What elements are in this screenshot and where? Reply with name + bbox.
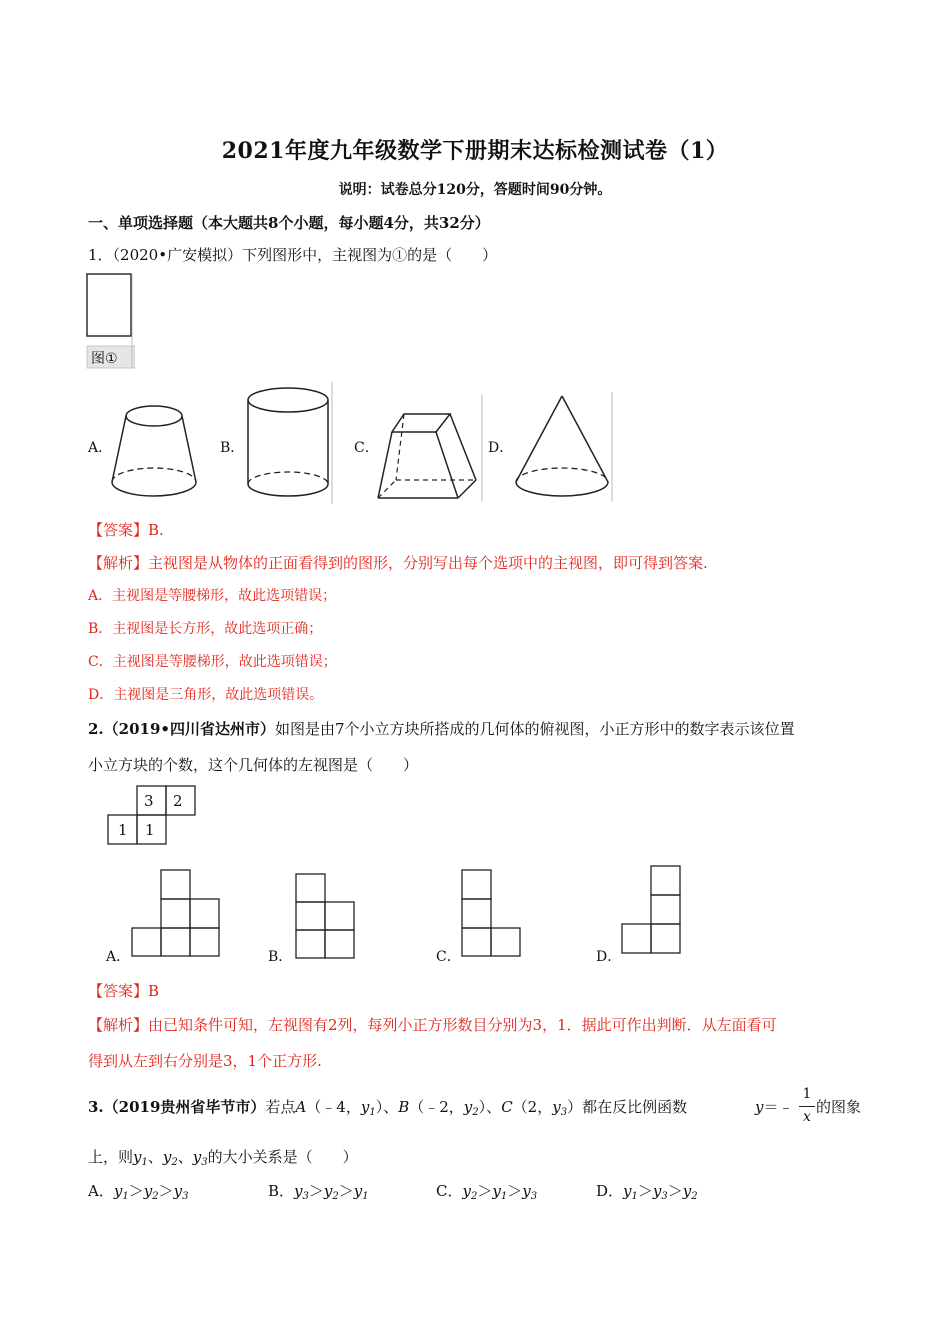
q2-option-a: A． xyxy=(106,949,131,965)
q1-line-a: A．主视图是等腰梯形，故此选项错误； xyxy=(88,588,337,604)
frustum-icon xyxy=(106,396,202,506)
var-y: y xyxy=(192,1148,202,1166)
cell-number: 3 xyxy=(144,792,154,810)
q3-option-a xyxy=(88,1180,188,1202)
subscript: 2 xyxy=(332,1191,339,1202)
q1-stem: 1．（2020•广安模拟）下列图形中，主视图为①的是（ ） xyxy=(88,246,498,264)
q2-stem-text: 如图是由7个小立方块所搭成的几何体的俯视图，小正方形中的数字表示该位置 xyxy=(275,720,795,738)
fraction-denominator: x xyxy=(803,1109,811,1125)
subscript: 2 xyxy=(152,1191,159,1202)
paren: ） xyxy=(375,1098,384,1116)
gt: ＞ xyxy=(308,1182,324,1200)
q2-option-b: B． xyxy=(268,949,293,965)
analysis-tag: 【解析】 xyxy=(88,1016,149,1034)
var-y: y xyxy=(463,1098,473,1116)
q3-stem-line1 xyxy=(88,1096,687,1118)
paren: ） xyxy=(567,1098,583,1116)
var-y: y xyxy=(552,1098,561,1116)
analysis-text: 主视图是从物体的正面看得到的图形，分别写出每个选项中的主视图，即可得到答案. xyxy=(148,554,708,572)
gt: ＞ xyxy=(128,1182,144,1200)
option-label: D． xyxy=(596,1182,624,1200)
cell-number: 1 xyxy=(145,821,155,839)
subscript: 2 xyxy=(691,1191,698,1202)
sep: 、 xyxy=(147,1148,163,1166)
coord-c: （2， xyxy=(512,1098,553,1116)
page-title: 2021年度九年级数学下册期末达标检测试卷（1） xyxy=(221,138,729,164)
var-y: y xyxy=(623,1182,632,1200)
q1-option-d: D． xyxy=(488,440,514,456)
subscript: 1 xyxy=(500,1191,508,1202)
var-y: y xyxy=(360,1098,370,1116)
point-c: C xyxy=(501,1098,513,1116)
subscript: 1 xyxy=(362,1191,369,1202)
q2-figure-c xyxy=(460,868,524,962)
var-y: y xyxy=(682,1182,692,1200)
eq-sign: ＝﹣ xyxy=(763,1098,794,1116)
q2-analysis-line1 xyxy=(88,1014,777,1035)
q2-figure-d xyxy=(620,864,684,960)
sep: 、 xyxy=(383,1098,399,1116)
var-y: y xyxy=(522,1182,531,1200)
block-view-a-icon xyxy=(130,868,222,958)
gt: ＞ xyxy=(338,1182,354,1200)
q2-stem-line2: 小立方块的个数，这个几何体的左视图是（ ） xyxy=(88,756,419,774)
frustum-figure xyxy=(106,396,202,510)
exam-note: 说明：试卷总分120分，答题时间90分钟。 xyxy=(338,182,612,198)
subscript: 1 xyxy=(631,1191,638,1202)
var-y: y xyxy=(113,1182,123,1200)
q3-graph-text: 的图象 xyxy=(816,1098,862,1116)
var-y: y xyxy=(492,1182,501,1200)
q1-line-d: D．主视图是三角形，故此选项错误。 xyxy=(88,687,324,703)
q3-function xyxy=(755,1096,794,1117)
trapezoid-prism-icon xyxy=(374,392,486,504)
q1-answer: 【答案】B. xyxy=(88,521,164,539)
subscript: 1 xyxy=(369,1107,376,1118)
var-y: y xyxy=(143,1182,153,1200)
frustum-prism-figure xyxy=(374,392,486,508)
cell-number: 1 xyxy=(118,821,128,839)
var-y: y xyxy=(462,1182,471,1200)
cylinder-icon xyxy=(240,380,336,506)
paren: ） xyxy=(478,1098,487,1116)
q1-analysis xyxy=(88,552,708,573)
var-y: y xyxy=(652,1182,662,1200)
gt: ＞ xyxy=(637,1182,653,1200)
block-view-c-icon xyxy=(460,868,524,958)
subscript: 3 xyxy=(560,1107,568,1118)
q2-stem-line1 xyxy=(88,718,795,739)
coord-a: （﹣4， xyxy=(306,1098,361,1116)
stem-text: 的大小关系是（ ） xyxy=(207,1148,358,1166)
subscript: 2 xyxy=(171,1157,178,1168)
subscript: 2 xyxy=(472,1107,479,1118)
fraction-numerator: 1 xyxy=(802,1086,812,1102)
q2-figure-a xyxy=(130,868,222,962)
q3-number: 3. xyxy=(88,1098,104,1116)
var-y: y xyxy=(353,1182,363,1200)
gt: ＞ xyxy=(477,1182,493,1200)
option-label: C． xyxy=(436,1182,463,1200)
q3-option-d xyxy=(596,1180,698,1202)
analysis-text: 由已知条件可知，左视图有2列，每列小正方形数目分别为3，1．据此可作出判断．从左面看可 xyxy=(148,1016,777,1034)
q1-option-a: A． xyxy=(88,440,113,456)
subscript: 3 xyxy=(302,1191,309,1202)
q2-source: （2019•四川省达州市） xyxy=(103,720,276,738)
option-label: B． xyxy=(268,1182,295,1200)
cone-icon xyxy=(508,390,616,504)
block-view-b-icon xyxy=(294,872,358,960)
block-view-d-icon xyxy=(620,864,684,956)
q2-top-view xyxy=(106,784,198,850)
var-y: y xyxy=(755,1098,764,1116)
subscript: 1 xyxy=(122,1191,129,1202)
cell-number: 2 xyxy=(173,792,183,810)
gt: ＞ xyxy=(667,1182,683,1200)
q1-option-c: C． xyxy=(354,440,379,456)
stem-text: 都在反比例函数 xyxy=(582,1098,688,1116)
q1-figure-1 xyxy=(85,272,135,370)
q3-option-b xyxy=(268,1180,369,1202)
coord-b: （﹣2， xyxy=(409,1098,464,1116)
q1-line-b: B．主视图是长方形，故此选项正确； xyxy=(88,621,323,637)
subscript: 3 xyxy=(182,1191,189,1202)
gt: ＞ xyxy=(158,1182,174,1200)
q2-option-d: D． xyxy=(596,949,622,965)
var-y: y xyxy=(162,1148,172,1166)
stem-text: 若点 xyxy=(265,1098,296,1116)
point-b: B xyxy=(398,1098,410,1116)
analysis-tag: 【解析】 xyxy=(88,554,149,572)
q2-number: 2. xyxy=(88,720,104,738)
var-y: y xyxy=(294,1182,303,1200)
q3-stem-line2 xyxy=(88,1146,358,1168)
figure-label: 图① xyxy=(91,351,118,367)
subscript: 2 xyxy=(470,1191,478,1202)
q3-source: （2019贵州省毕节市） xyxy=(103,1098,266,1116)
q3-option-c xyxy=(436,1180,537,1202)
section-heading: 一、单项选择题（本大题共8个小题，每小题4分，共32分） xyxy=(88,214,490,232)
q2-option-c: C． xyxy=(436,949,461,965)
cone-figure xyxy=(508,390,616,508)
subscript: 3 xyxy=(201,1157,208,1168)
point-a: A xyxy=(295,1098,307,1116)
stem-text: 上，则 xyxy=(88,1148,134,1166)
var-y: y xyxy=(323,1182,333,1200)
q2-analysis-line2: 得到从左到右分别是3，1个正方形. xyxy=(88,1052,322,1070)
sep: 、 xyxy=(486,1098,502,1116)
subscript: 3 xyxy=(530,1191,538,1202)
var-y: y xyxy=(173,1182,183,1200)
q1-line-c: C．主视图是等腰梯形，故此选项错误； xyxy=(88,654,337,670)
cylinder-figure xyxy=(240,380,336,510)
q1-option-b: B． xyxy=(220,440,245,456)
subscript: 3 xyxy=(661,1191,668,1202)
q2-figure-b xyxy=(294,872,358,964)
subscript: 1 xyxy=(141,1157,148,1168)
var-y: y xyxy=(133,1148,142,1166)
fraction-bar xyxy=(799,1106,815,1107)
gt: ＞ xyxy=(507,1182,523,1200)
q2-answer: 【答案】B xyxy=(88,982,160,1000)
sep: 、 xyxy=(177,1148,193,1166)
option-label: A． xyxy=(88,1182,114,1200)
